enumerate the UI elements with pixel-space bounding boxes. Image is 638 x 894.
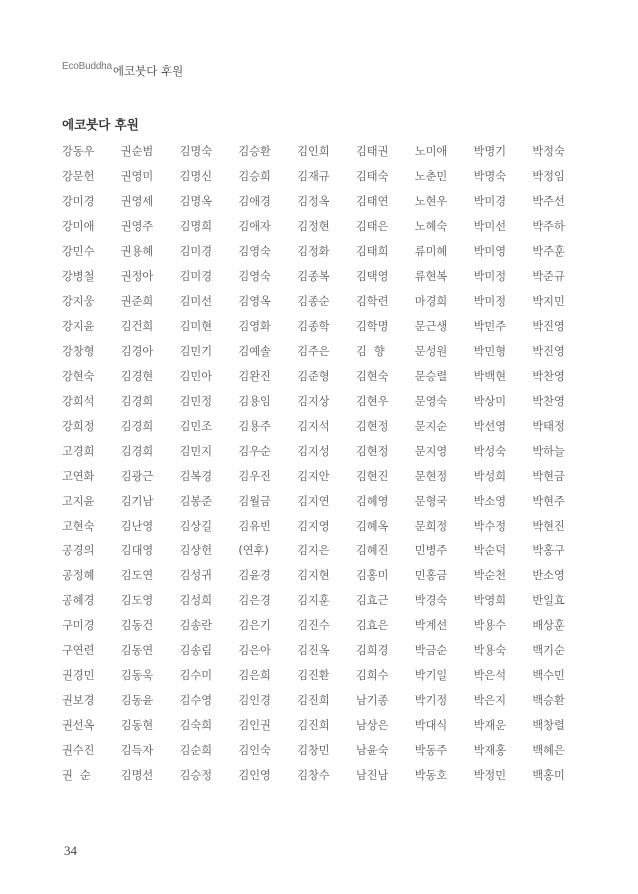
donor-name: 김종순 <box>297 295 330 309</box>
donor-name: 김지은 <box>297 544 330 558</box>
donor-name: 박성숙 <box>473 444 506 458</box>
donor-name: 김태권 <box>355 145 389 159</box>
donor-name: 김명옥 <box>179 195 213 209</box>
donor-name: 남윤숙 <box>355 743 389 757</box>
donor-name: 강희석 <box>62 394 95 408</box>
donor-name: 김정현 <box>297 220 330 234</box>
donor-name: 공정혜 <box>62 569 95 583</box>
donor-name: 백혜은 <box>532 743 565 757</box>
donor-name: 박순천 <box>473 569 506 583</box>
donor-name: 김태은 <box>355 220 389 234</box>
donor-name: 김지안 <box>297 469 330 483</box>
donor-name: 김창민 <box>297 743 330 757</box>
donor-name: 김경희 <box>120 444 154 458</box>
donor-row <box>62 164 592 189</box>
donor-name: 김승정 <box>179 768 213 782</box>
donor-name: 김우순 <box>238 444 271 458</box>
donor-row <box>62 688 592 713</box>
donor-name: 김송란 <box>179 619 213 633</box>
section-title: 에코붓다 후원 <box>62 117 139 132</box>
donor-name: 박재홍 <box>473 743 506 757</box>
donor-name: 박은석 <box>473 669 506 683</box>
donor-name: 김현정 <box>355 444 389 458</box>
donor-name: 김숙희 <box>179 719 213 733</box>
donor-name: 박미정 <box>473 270 506 284</box>
donor-name: 강지윤 <box>62 320 95 334</box>
donor-name: 김진희 <box>297 694 330 708</box>
donor-name: 김월금 <box>238 494 271 508</box>
donor-name: 강동우 <box>62 145 95 159</box>
donor-name: 고경희 <box>62 444 95 458</box>
donor-name: 박계선 <box>414 619 448 633</box>
donor-name: 김명선 <box>120 768 154 782</box>
donor-name: 류현복 <box>414 270 448 284</box>
donor-name: 김명희 <box>179 220 213 234</box>
donor-name: 김우진 <box>238 469 271 483</box>
donor-name: 문희정 <box>414 519 448 533</box>
donor-row <box>62 638 592 663</box>
donor-name: 김미현 <box>179 320 213 334</box>
donor-name: 민병주 <box>414 544 448 558</box>
donor-name: 박주훈 <box>532 245 565 259</box>
donor-name: 박진영 <box>532 320 565 334</box>
donor-name: 김순희 <box>179 743 213 757</box>
donor-name: 김지성 <box>297 444 330 458</box>
donor-name: 구연련 <box>62 644 95 658</box>
donor-row <box>62 713 592 738</box>
donor-row <box>62 413 592 438</box>
donor-name: 박기일 <box>414 669 448 683</box>
donor-row <box>62 613 592 638</box>
donor-name: 남기종 <box>355 694 389 708</box>
donor-name: 김동윤 <box>120 694 154 708</box>
donor-name: 권선옥 <box>62 719 95 733</box>
donor-row <box>62 139 592 164</box>
donor-name: 박정숙 <box>532 145 565 159</box>
donor-name: 김영숙 <box>238 245 271 259</box>
donor-name: 김유빈 <box>238 519 271 533</box>
donor-name: 박선영 <box>473 419 506 433</box>
donor-name: 박재운 <box>473 719 506 733</box>
donor-name: 노춘민 <box>414 170 448 184</box>
donor-row <box>62 738 592 763</box>
donor-name: 김태희 <box>355 245 389 259</box>
donor-name: 김영숙 <box>238 270 271 284</box>
donor-name: 김동현 <box>120 719 154 733</box>
donor-name: 박미영 <box>473 245 506 259</box>
donor-name: 김민지 <box>179 444 213 458</box>
donor-name: 김경아 <box>120 344 154 358</box>
donor-name: 강현숙 <box>62 369 95 383</box>
donor-name: 남상은 <box>355 719 389 733</box>
donor-name: 김경희 <box>120 394 154 408</box>
donor-row <box>62 214 592 239</box>
donor-name: 김인경 <box>238 694 271 708</box>
donor-name: 김경희 <box>120 419 154 433</box>
donor-name: 김수영 <box>179 694 213 708</box>
donor-name: 김명숙 <box>179 145 213 159</box>
donor-name: 김진옥 <box>297 644 330 658</box>
donor-name: 백홍미 <box>532 768 565 782</box>
donor-row <box>62 538 592 563</box>
donor-name: 박준규 <box>532 270 565 284</box>
donor-name: 박진영 <box>532 344 565 358</box>
donor-name: 박미선 <box>473 220 506 234</box>
donor-name: 김예솔 <box>238 344 271 358</box>
donor-name: 김득자 <box>120 743 154 757</box>
donor-name: 김인숙 <box>238 743 271 757</box>
donor-name: 김영화 <box>238 320 271 334</box>
donor-name: 김기남 <box>120 494 154 508</box>
donor-name: 김민정 <box>179 394 213 408</box>
donor-name: 김동연 <box>120 644 154 658</box>
donor-name: 김지상 <box>297 394 330 408</box>
donor-name: 박미경 <box>473 195 506 209</box>
donor-row <box>62 463 592 488</box>
donor-name: 강지웅 <box>62 295 95 309</box>
donor-name: 문근생 <box>414 320 448 334</box>
donor-name: 박정민 <box>473 768 506 782</box>
donor-name: 김상헌 <box>179 544 213 558</box>
donor-name: 김애경 <box>238 195 271 209</box>
donor-name: 김은기 <box>238 619 271 633</box>
donor-name: 백기순 <box>532 644 565 658</box>
donor-name: 백창렬 <box>532 719 565 733</box>
donor-name: 박민형 <box>473 344 506 358</box>
donor-name: 박찬영 <box>532 369 565 383</box>
donor-name: 김인영 <box>238 768 271 782</box>
donor-name: 박현금 <box>532 469 565 483</box>
donor-name: 문성원 <box>414 344 448 358</box>
donor-name: 김효은 <box>355 619 389 633</box>
donor-name: 김주은 <box>297 344 330 358</box>
donor-name: 공혜경 <box>62 594 95 608</box>
donor-name: 노현우 <box>414 195 448 209</box>
donor-name: 문현정 <box>414 469 448 483</box>
donor-name: 김진수 <box>297 619 330 633</box>
donor-name: 박소영 <box>473 494 506 508</box>
donor-name: 김민기 <box>179 344 213 358</box>
donor-name: 권순범 <box>120 145 154 159</box>
donor-name: 문형국 <box>414 494 448 508</box>
donor-name: 김애자 <box>238 220 271 234</box>
donor-name: 김현우 <box>355 394 389 408</box>
donor-name: 김동욱 <box>120 669 154 683</box>
donor-name: 김성귀 <box>179 569 213 583</box>
donor-name: 박성희 <box>473 469 506 483</box>
donor-name: 김복경 <box>179 469 213 483</box>
donor-name: 반일효 <box>532 594 565 608</box>
donor-name: 김종학 <box>297 320 330 334</box>
donor-name: 문승렬 <box>414 369 448 383</box>
donor-name: 김진희 <box>297 719 330 733</box>
donor-name: 김건희 <box>120 320 154 334</box>
donor-name: 김난영 <box>120 519 154 533</box>
donor-name: 김민조 <box>179 419 213 433</box>
donor-name: 김학련 <box>355 295 389 309</box>
donor-name: 박주하 <box>532 220 565 234</box>
donor-row <box>62 762 592 787</box>
donor-name: 고현숙 <box>62 519 95 533</box>
donor-name: 김윤경 <box>238 569 271 583</box>
donor-name: 김인희 <box>297 145 330 159</box>
donor-row <box>62 563 592 588</box>
donor-name: 강희정 <box>62 419 95 433</box>
donor-name: 김수미 <box>179 669 213 683</box>
donor-name: 김종복 <box>297 270 330 284</box>
donor-name: 김미선 <box>179 295 213 309</box>
donor-row <box>62 189 592 214</box>
header-title: 에코붓다 후원 <box>112 64 184 78</box>
donor-name: 김승환 <box>238 145 271 159</box>
donor-name: 김영옥 <box>238 295 271 309</box>
donor-name: 김송림 <box>179 644 213 658</box>
donor-name: 김정화 <box>297 245 330 259</box>
donor-name: 김명신 <box>179 170 213 184</box>
donor-name: 김진환 <box>297 669 330 683</box>
donor-name: 박동호 <box>414 768 448 782</box>
donor-name: (연후) <box>238 544 269 558</box>
donor-name: 박영희 <box>473 594 506 608</box>
donor-name-grid <box>62 139 592 787</box>
donor-name: 강민수 <box>62 245 95 259</box>
donor-name: 박수정 <box>473 519 506 533</box>
donor-name: 고연화 <box>62 469 95 483</box>
donor-name: 김창수 <box>297 768 330 782</box>
donor-name: 박용수 <box>473 619 506 633</box>
donor-name: 김 향 <box>355 344 385 358</box>
donor-name: 권준희 <box>120 295 154 309</box>
donor-name: 김광근 <box>120 469 154 483</box>
page-number: 34 <box>64 843 77 858</box>
donor-name: 박홍구 <box>532 544 565 558</box>
donor-row <box>62 388 592 413</box>
donor-name: 권영미 <box>120 170 154 184</box>
donor-name: 김혜영 <box>355 494 389 508</box>
donor-name: 강병철 <box>62 270 95 284</box>
donor-name: 박은지 <box>473 694 506 708</box>
donor-name: 문지순 <box>414 419 448 433</box>
donor-name: 김현숙 <box>355 369 389 383</box>
donor-name: 김도연 <box>120 569 154 583</box>
donor-row <box>62 339 592 364</box>
donor-name: 김정옥 <box>297 195 330 209</box>
donor-row <box>62 314 592 339</box>
donor-row <box>62 264 592 289</box>
donor-name: 박금순 <box>414 644 448 658</box>
donor-name: 김현정 <box>355 419 389 433</box>
donor-name: 김은경 <box>238 594 271 608</box>
donor-name: 남진남 <box>355 768 389 782</box>
donor-name: 김민아 <box>179 369 213 383</box>
donor-name: 박대식 <box>414 719 448 733</box>
donor-name: 노미애 <box>414 145 448 159</box>
donor-name: 박상미 <box>473 394 506 408</box>
donor-name: 김혜진 <box>355 544 389 558</box>
donor-name: 배상훈 <box>532 619 565 633</box>
donor-name: 김지현 <box>297 569 330 583</box>
donor-name: 김지영 <box>297 519 330 533</box>
donor-name: 김지석 <box>297 419 330 433</box>
donor-name: 김은아 <box>238 644 271 658</box>
donor-name: 김인권 <box>238 719 271 733</box>
donor-name: 김미경 <box>179 245 213 259</box>
donor-name: 마경희 <box>414 295 448 309</box>
donor-name: 백승환 <box>532 694 565 708</box>
brand-logo-text: EcoBuddha <box>62 61 112 72</box>
donor-name: 김학명 <box>355 320 389 334</box>
donor-name: 김준형 <box>297 369 330 383</box>
donor-name: 김용주 <box>238 419 271 433</box>
donor-name: 문영숙 <box>414 394 448 408</box>
donor-name: 김도영 <box>120 594 154 608</box>
donor-name: 박현주 <box>532 494 565 508</box>
donor-name: 박경숙 <box>414 594 448 608</box>
donor-name: 박미정 <box>473 295 506 309</box>
donor-row <box>62 289 592 314</box>
donor-row <box>62 363 592 388</box>
donor-name: 김성희 <box>179 594 213 608</box>
donor-name: 김동건 <box>120 619 154 633</box>
donor-name: 권정아 <box>120 270 154 284</box>
donor-name: 김미경 <box>179 270 213 284</box>
donor-name: 김상길 <box>179 519 213 533</box>
donor-name: 김희경 <box>355 644 389 658</box>
donor-name: 고지윤 <box>62 494 95 508</box>
donor-name: 권영세 <box>120 195 154 209</box>
donor-name: 김완진 <box>238 369 271 383</box>
donor-name: 권수진 <box>62 743 95 757</box>
donor-name: 권 순 <box>62 768 91 782</box>
donor-name: 김태연 <box>355 195 389 209</box>
donor-name: 김승희 <box>238 170 271 184</box>
donor-name: 백수민 <box>532 669 565 683</box>
donor-name: 박민주 <box>473 320 506 334</box>
donor-name: 공경의 <box>62 544 95 558</box>
donor-name: 김홍미 <box>355 569 389 583</box>
donor-row <box>62 588 592 613</box>
donor-name: 박지민 <box>532 295 565 309</box>
donor-name: 김혜옥 <box>355 519 389 533</box>
donor-name: 박현진 <box>532 519 565 533</box>
donor-name: 권영주 <box>120 220 154 234</box>
donor-name: 박용숙 <box>473 644 506 658</box>
donor-name: 문지영 <box>414 444 448 458</box>
donor-name: 박기정 <box>414 694 448 708</box>
donor-name: 강미애 <box>62 220 95 234</box>
donor-name: 구미경 <box>62 619 95 633</box>
donor-name: 김봉준 <box>179 494 213 508</box>
donor-name: 박명숙 <box>473 170 506 184</box>
donor-name: 노혜숙 <box>414 220 448 234</box>
donor-name: 권보경 <box>62 694 95 708</box>
donor-name: 김지연 <box>297 494 330 508</box>
donor-name: 박찬영 <box>532 394 565 408</box>
donor-name: 김대영 <box>120 544 154 558</box>
donor-name: 강미경 <box>62 195 95 209</box>
donor-name: 민홍금 <box>414 569 448 583</box>
donor-name: 김재규 <box>297 170 330 184</box>
donor-row <box>62 488 592 513</box>
donor-name: 김경현 <box>120 369 154 383</box>
donor-name: 김용임 <box>238 394 271 408</box>
donor-name: 김지훈 <box>297 594 330 608</box>
donor-name: 김효근 <box>355 594 389 608</box>
donor-name: 박정임 <box>532 170 565 184</box>
donor-name: 강문헌 <box>62 170 95 184</box>
page-header <box>62 54 184 78</box>
donor-name: 김희수 <box>355 669 389 683</box>
donor-name: 박백현 <box>473 369 506 383</box>
donor-name: 김은희 <box>238 669 271 683</box>
donor-row <box>62 663 592 688</box>
donor-row <box>62 513 592 538</box>
donor-name: 박명기 <box>473 145 506 159</box>
donor-name: 김태숙 <box>355 170 389 184</box>
donor-name: 김택영 <box>355 270 389 284</box>
donor-row <box>62 239 592 264</box>
donor-row <box>62 438 592 463</box>
donor-name: 박주선 <box>532 195 565 209</box>
donor-name: 반소영 <box>532 569 565 583</box>
donor-name: 박순덕 <box>473 544 506 558</box>
donor-name: 권경민 <box>62 669 95 683</box>
donor-name: 강창형 <box>62 344 95 358</box>
donor-name: 권용혜 <box>120 245 154 259</box>
donor-name: 박태정 <box>532 419 565 433</box>
donor-name: 류미혜 <box>414 245 448 259</box>
donor-name: 김현진 <box>355 469 389 483</box>
donor-name: 박동주 <box>414 743 448 757</box>
donor-name: 박하늘 <box>532 444 565 458</box>
